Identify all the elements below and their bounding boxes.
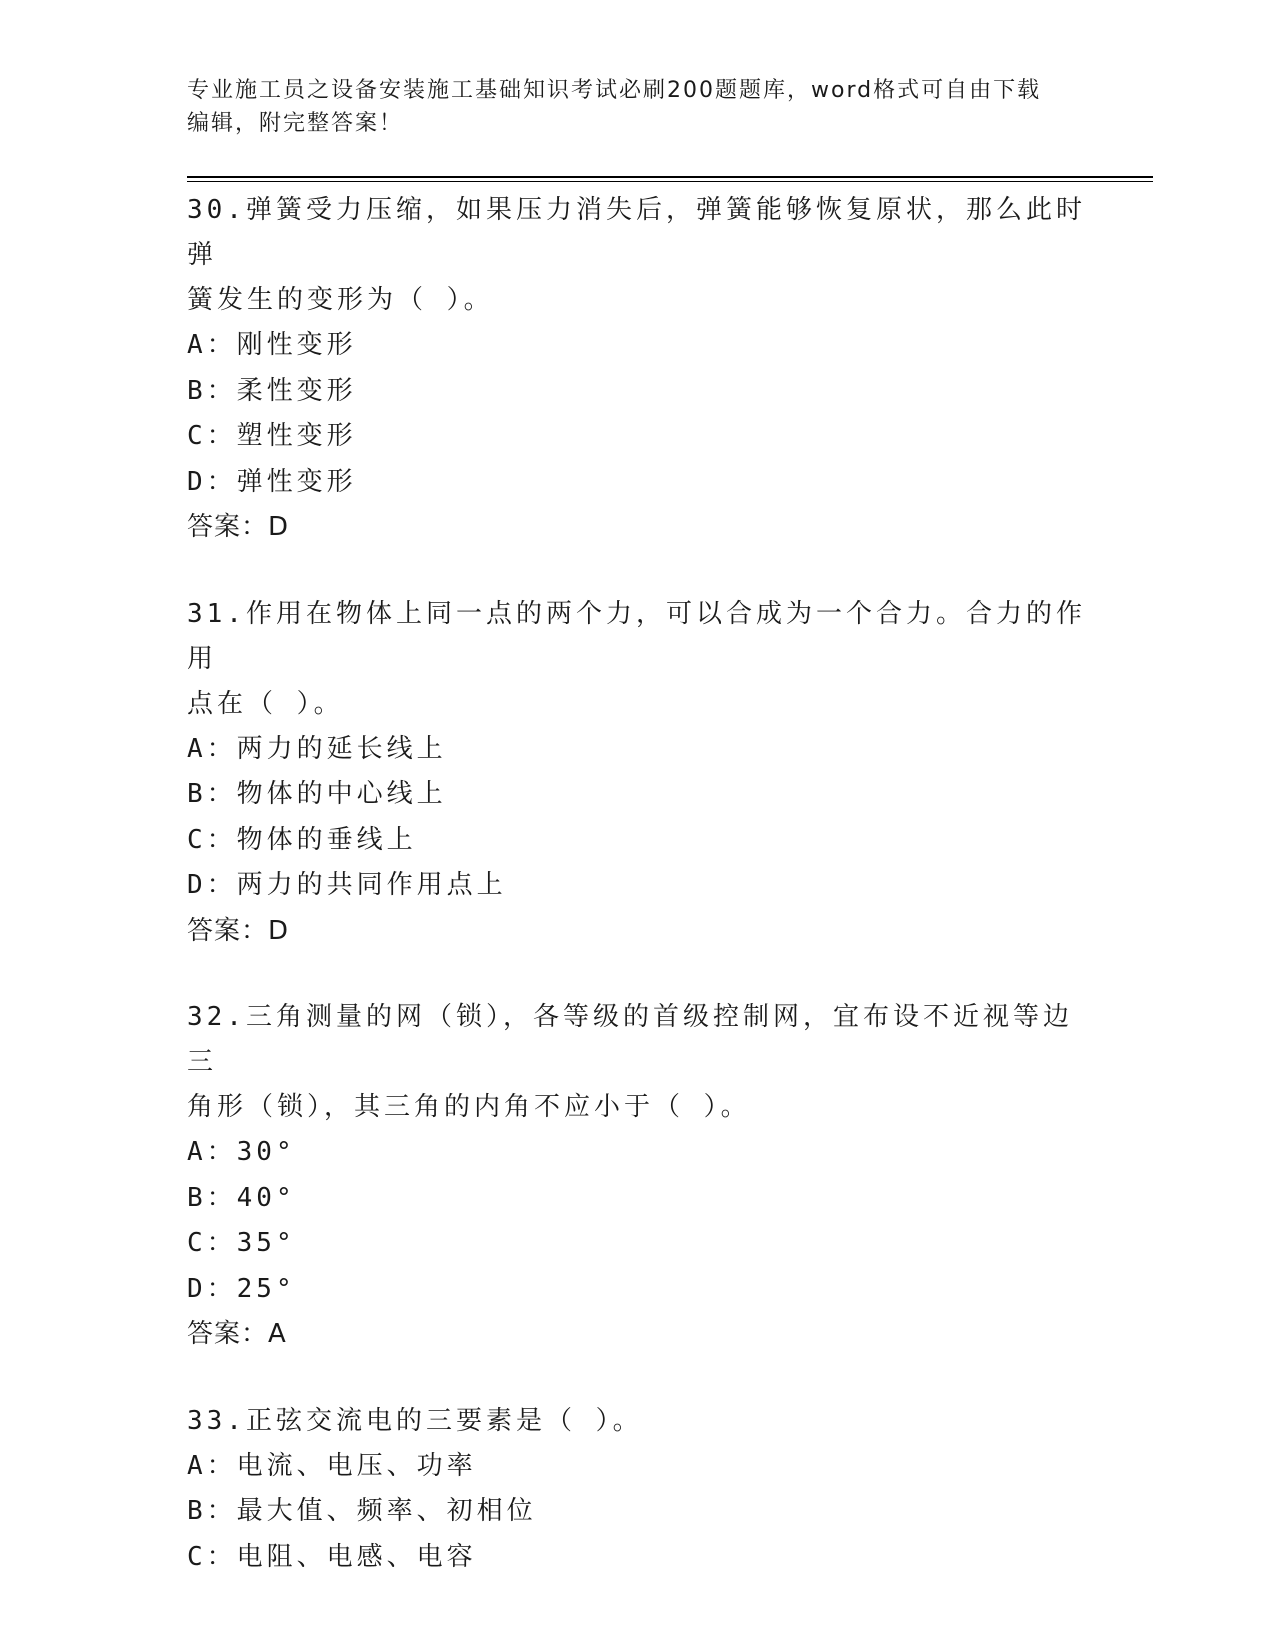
header-line-1: 专业施工员之设备安装施工基础知识考试必刷200题题库，word格式可自由下载 — [187, 78, 1042, 103]
question-30 — [187, 188, 1087, 551]
question-stem-line-1: 33.正弦交流电的三要素是（ ）。 — [187, 1405, 643, 1436]
header-divider-thick — [187, 176, 1153, 178]
answer: 答案：D — [187, 915, 290, 946]
question-32 — [187, 995, 1087, 1358]
document-header — [187, 74, 1087, 140]
question-stem-line-1: 31.作用在物体上同一点的两个力，可以合成为一个合力。合力的作用 — [187, 598, 1086, 674]
option-a: A：刚性变形 — [187, 330, 357, 360]
option-c: C：电阻、电感、电容 — [187, 1541, 477, 1572]
option-a: A：两力的延长线上 — [187, 733, 447, 764]
option-a: A：电流、电压、功率 — [187, 1450, 477, 1481]
header-divider-thin — [187, 181, 1153, 182]
header-line-2: 编辑，附完整答案！ — [187, 111, 404, 136]
answer: 答案：D — [187, 512, 290, 542]
answer: 答案：A — [187, 1319, 287, 1349]
option-a: A：30° — [187, 1137, 296, 1167]
option-d: D：弹性变形 — [187, 466, 357, 497]
option-b: B：物体的中心线上 — [187, 779, 447, 809]
question-33 — [187, 1399, 1087, 1581]
question-31 — [187, 592, 1087, 955]
option-c: C：物体的垂线上 — [187, 824, 417, 855]
question-list — [187, 188, 1087, 1621]
option-d: D：两力的共同作用点上 — [187, 870, 507, 900]
question-stem-line-1: 30.弹簧受力压缩，如果压力消失后，弹簧能够恢复原状，那么此时弹 — [187, 195, 1086, 270]
option-b: B：最大值、频率、初相位 — [187, 1496, 537, 1526]
option-b: B：40° — [187, 1182, 296, 1213]
question-stem-line-2: 点在（ ）。 — [187, 688, 344, 719]
option-c: C：35° — [187, 1228, 296, 1258]
question-stem-line-2: 角形（锁），其三角的内角不应小于（ ）。 — [187, 1092, 751, 1122]
question-stem-line-1: 32.三角测量的网（锁），各等级的首级控制网，宜布设不近视等边三 — [187, 1002, 1073, 1077]
option-c: C：塑性变形 — [187, 421, 357, 451]
question-stem-line-2: 簧发生的变形为（ ）。 — [187, 285, 494, 315]
option-b: B：柔性变形 — [187, 375, 357, 406]
option-d: D：25° — [187, 1273, 296, 1304]
